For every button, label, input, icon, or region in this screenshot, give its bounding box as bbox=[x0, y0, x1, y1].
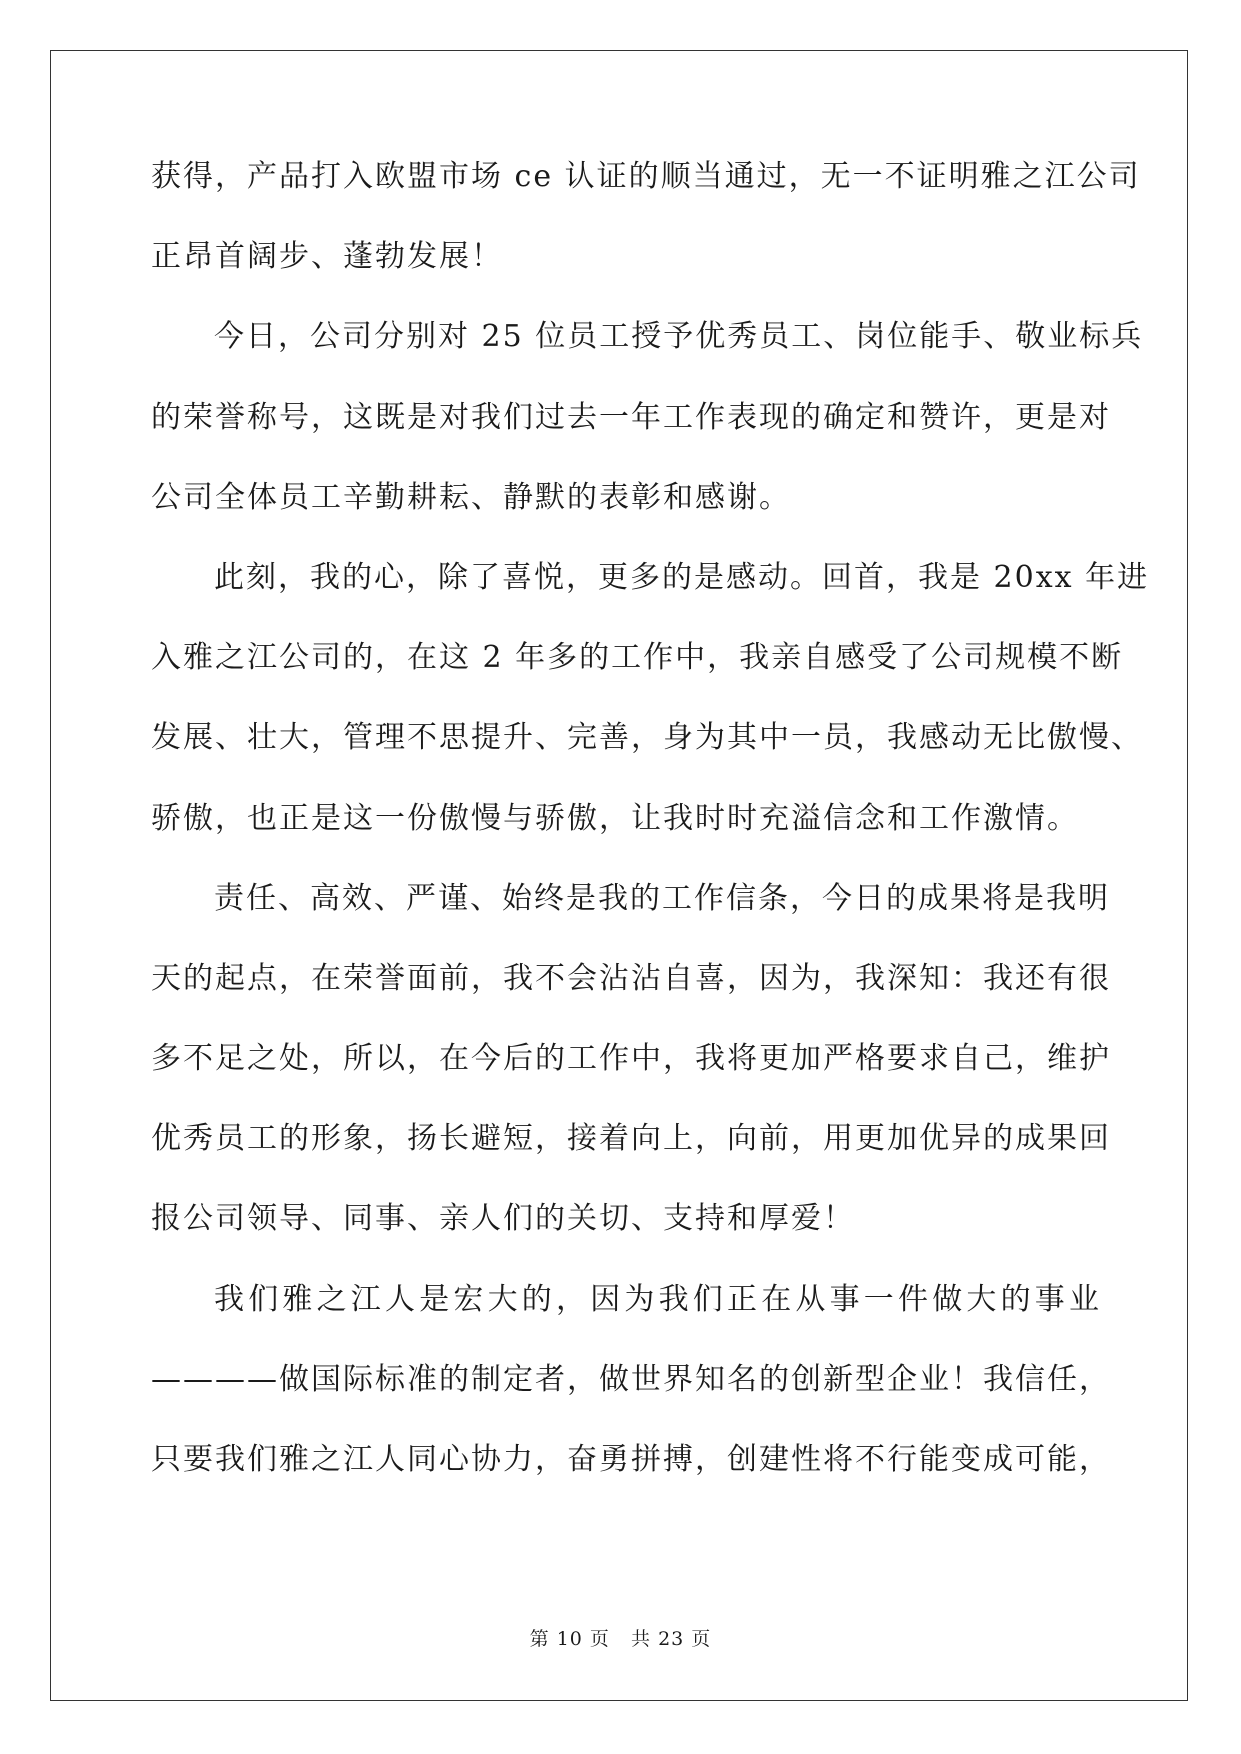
text-line: 的荣誉称号，这既是对我们过去一年工作表现的确定和赞许，更是对 bbox=[151, 399, 1111, 435]
text-line: 入雅之江公司的，在这 2 年多的工作中，我亲自感受了公司规模不断 bbox=[151, 640, 1124, 676]
paragraph-start-line: 责任、高效、严谨、始终是我的工作信条，今日的成果将是我明 bbox=[214, 880, 1110, 916]
document-body bbox=[151, 159, 1150, 1522]
text-line: 发展、壮大，管理不思提升、完善，身为其中一员，我感动无比傲慢、 bbox=[151, 720, 1143, 756]
text-line: 正昂首阔步、蓬勃发展！ bbox=[151, 239, 503, 275]
paragraph-start-line: 我们雅之江人是宏大的，因为我们正在从事一件做大的事业 bbox=[214, 1281, 1104, 1317]
text-line: 获得，产品打入欧盟市场 ce 认证的顺当通过，无一不证明雅之江公司 bbox=[151, 159, 1141, 194]
text-line: 只要我们雅之江人同心协力，奋勇拼搏，创建性将不行能变成可能， bbox=[151, 1442, 1111, 1477]
text-line: 天的起点，在荣誉面前，我不会沾沾自喜，因为，我深知：我还有很 bbox=[151, 960, 1111, 996]
text-line: ————做国际标准的制定者，做世界知名的创新型企业！我信任， bbox=[151, 1361, 1111, 1397]
paragraph-start-line: 今日，公司分别对 25 位员工授予优秀员工、岗位能手、敬业标兵 bbox=[214, 319, 1144, 355]
text-line: 多不足之处，所以，在今后的工作中，我将更加严格要求自己，维护 bbox=[151, 1041, 1111, 1077]
text-line: 报公司领导、同事、亲人们的关切、支持和厚爱！ bbox=[151, 1201, 855, 1237]
page-number-footer: 第 10 页 共 23 页 bbox=[529, 1628, 712, 1650]
text-line: 公司全体员工辛勤耕耘、静默的表彰和感谢。 bbox=[151, 479, 791, 515]
text-line: 骄傲，也正是这一份傲慢与骄傲，让我时时充溢信念和工作激情。 bbox=[151, 800, 1079, 836]
paragraph-start-line: 此刻，我的心，除了喜悦，更多的是感动。回首，我是 20xx 年进 bbox=[214, 559, 1150, 595]
text-line: 优秀员工的形象，扬长避短，接着向上，向前，用更加优异的成果回 bbox=[151, 1121, 1111, 1157]
